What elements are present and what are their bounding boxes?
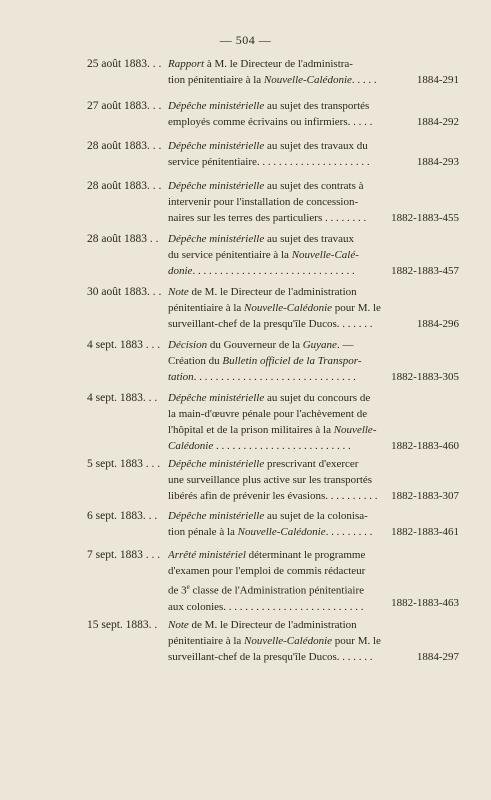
entry-date: 25 août 1883. . . bbox=[87, 58, 162, 70]
entry-date: 4 sept. 1883 . . . bbox=[87, 339, 161, 351]
entry-text-line: tion pénitentiaire à la Nouvelle-Calédonie. . . . . bbox=[168, 74, 377, 86]
entry-text-line: aux colonies. . . . . . . . . . . . . . . . . . . . . . . . . . bbox=[168, 600, 364, 613]
entry-date: 28 août 1883 . . bbox=[87, 233, 159, 245]
entry-text-line: d'examen pour l'emploi de commis rédacteur bbox=[168, 565, 366, 577]
entry-text-line: Création du Bulletin officiel de la Transpor- bbox=[168, 355, 362, 367]
entry-reference: 1884-297 bbox=[414, 649, 459, 665]
entry-date: 28 août 1883. . . bbox=[87, 180, 162, 192]
entry-reference: 1882-1883-305 bbox=[388, 369, 459, 385]
entry-text-line: intervenir pour l'installation de concession- bbox=[168, 196, 359, 208]
entry-text-line: Note de M. le Directeur de l'administration bbox=[168, 286, 357, 298]
entry-reference: 1882-1883-457 bbox=[388, 263, 459, 279]
entry-reference: 1882-1883-455 bbox=[388, 210, 459, 226]
entry-date: 28 août 1883. . . bbox=[87, 140, 162, 152]
entry-text-line: l'hôpital et de la prison militaires à la Nouvelle- bbox=[168, 424, 377, 436]
entry-text-line: tion pénale à la Nouvelle-Calédonie. . . . . . . . . bbox=[168, 526, 373, 538]
entry-text bbox=[168, 138, 383, 170]
entry-text bbox=[168, 390, 383, 454]
entry-reference: 1882-1883-460 bbox=[388, 438, 459, 454]
entry-text-line: Rapport à M. le Directeur de l'administra- bbox=[168, 58, 353, 70]
entry-text-line: pénitentiaire à la Nouvelle-Calédonie pour M. le bbox=[168, 302, 381, 314]
entry-text-line: naires sur les terres des particuliers . . . . . . . . bbox=[168, 212, 367, 224]
entry-date: 4 sept. 1883. . . bbox=[87, 392, 158, 404]
entry-text bbox=[168, 456, 383, 504]
entry-text bbox=[168, 508, 383, 540]
entry-text-line: pénitentiaire à la Nouvelle-Calédonie pour M. le bbox=[168, 635, 381, 647]
entry-text-line: surveillant-chef de la presqu'île Ducos. . . . . . . bbox=[168, 318, 373, 330]
entry-text-line: Dépêche ministérielle au sujet des transportés bbox=[168, 100, 370, 112]
entry-text bbox=[168, 337, 383, 385]
entry-reference: 1882-1883-463 bbox=[388, 595, 459, 611]
entry-text bbox=[168, 547, 383, 615]
entry-text-line: Décision du Gouverneur de la Guyane. — bbox=[168, 339, 354, 351]
entry-reference: 1882-1883-461 bbox=[388, 524, 459, 540]
entry-text-line: Dépêche ministérielle prescrivant d'exercer bbox=[168, 458, 359, 470]
entry-text bbox=[168, 178, 383, 226]
entry-reference: 1884-292 bbox=[414, 114, 459, 130]
entry-text-line: Dépêche ministérielle au sujet du concours de bbox=[168, 392, 371, 404]
entry-text bbox=[168, 98, 383, 130]
entry-text-line: Dépêche ministérielle au sujet des contrats à bbox=[168, 180, 364, 192]
entry-text bbox=[168, 284, 383, 332]
entry-text-line: donie. . . . . . . . . . . . . . . . . . . . . . . . . . . . . . bbox=[168, 265, 355, 277]
entry-text-line: surveillant-chef de la presqu'île Ducos. . . . . . . bbox=[168, 651, 373, 663]
entry-text bbox=[168, 617, 383, 665]
entry-date: 7 sept. 1883 . . . bbox=[87, 549, 161, 561]
entry-reference: 1884-296 bbox=[414, 316, 459, 332]
entry-text-line: Arrêté ministériel déterminant le programme bbox=[168, 549, 366, 561]
entry-text-line: la main-d'œuvre pénale pour l'achèvement de bbox=[168, 408, 368, 420]
entry-date: 27 août 1883. . . bbox=[87, 100, 162, 112]
entry-date: 15 sept. 1883. . bbox=[87, 619, 158, 631]
page-number: — 504 — bbox=[219, 33, 272, 47]
entry-text-line: du service pénitentiaire à la Nouvelle-Calé- bbox=[168, 249, 359, 261]
entry-text-line: de 3e classe de l'Administration pénitentiaire bbox=[168, 583, 365, 597]
entry-date: 5 sept. 1883 . . . bbox=[87, 458, 161, 470]
entry-text bbox=[168, 231, 383, 279]
entry-reference: 1884-291 bbox=[414, 72, 459, 88]
entry-text-line: une surveillance plus active sur les transportés bbox=[168, 474, 373, 486]
entry-reference: 1884-293 bbox=[414, 154, 459, 170]
entry-date: 6 sept. 1883. . . bbox=[87, 510, 158, 522]
entry-text-line: Dépêche ministérielle au sujet de la colonisa- bbox=[168, 510, 368, 522]
entry-date: 30 août 1883. . . bbox=[87, 286, 162, 298]
entry-reference: 1882-1883-307 bbox=[388, 488, 459, 504]
entry-text-line: Dépêche ministérielle au sujet des travaux bbox=[168, 233, 355, 245]
entry-text-line: Calédonie . . . . . . . . . . . . . . . . . . . . . . . . . bbox=[168, 440, 351, 452]
entry-text-line: employés comme écrivains ou infirmiers. . . . . bbox=[168, 116, 373, 128]
entry-text-line: tation. . . . . . . . . . . . . . . . . . . . . . . . . . . . . . bbox=[168, 371, 356, 383]
entry-text-line: libérés afin de prévenir les évasions. . . . . . . . . . bbox=[168, 490, 378, 502]
entry-text bbox=[168, 56, 383, 88]
entry-text-line: Dépêche ministérielle au sujet des travaux du bbox=[168, 140, 368, 152]
entry-text-line: service pénitentiaire. . . . . . . . . . . . . . . . . . . . . bbox=[168, 156, 370, 168]
entry-text-line: Note de M. le Directeur de l'administration bbox=[168, 619, 357, 631]
